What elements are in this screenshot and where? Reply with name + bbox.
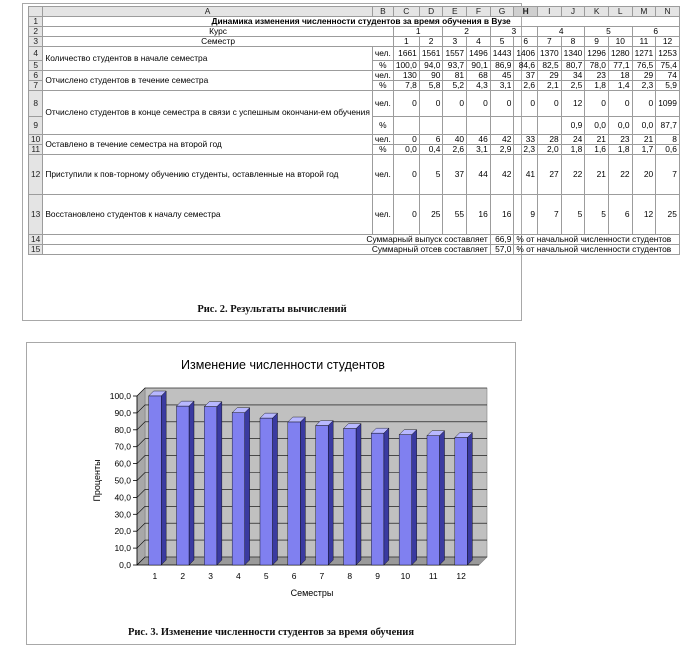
row-label: Оставлено в течение семестра на второй год: [43, 135, 373, 155]
column-header[interactable]: J: [561, 7, 585, 17]
row-number[interactable]: 4: [29, 47, 43, 61]
y-tick-label: 60,0: [114, 458, 131, 469]
value-cell[interactable]: 12: [632, 195, 656, 235]
figure-3-caption: Рис. 3. Изменение численности студентов за время обучения: [127, 627, 415, 638]
value-cell[interactable]: 21: [585, 155, 609, 195]
y-tick-label: 70,0: [114, 441, 131, 452]
x-tick-label: 4: [236, 571, 241, 581]
course-cell: 6: [632, 27, 679, 37]
value-cell[interactable]: 0: [393, 135, 419, 145]
unit-cell: %: [372, 61, 393, 71]
bar-side: [384, 428, 389, 565]
value-cell[interactable]: 74: [656, 71, 680, 81]
chart-title: Изменение численности студентов: [181, 358, 385, 372]
percent-cell[interactable]: 1,4: [608, 81, 632, 91]
row-number[interactable]: 7: [29, 81, 43, 91]
y-tick-label: 100,0: [109, 391, 131, 401]
value-cell[interactable]: 6: [419, 135, 443, 145]
value-cell[interactable]: 1296: [585, 47, 609, 61]
value-cell[interactable]: 37: [443, 155, 467, 195]
semester-cell: 3: [443, 37, 467, 47]
column-header[interactable]: L: [608, 7, 632, 17]
unit-cell: чел.: [372, 135, 393, 145]
y-tick-label: 10,0: [114, 543, 131, 554]
value-cell[interactable]: 22: [561, 155, 585, 195]
semester-cell: 12: [656, 37, 680, 47]
value-cell[interactable]: 0: [490, 91, 514, 117]
percent-cell[interactable]: 76,5: [632, 61, 656, 71]
percent-cell[interactable]: [538, 117, 562, 135]
row-number[interactable]: 14: [29, 235, 43, 245]
value-cell[interactable]: 0: [514, 91, 538, 117]
percent-cell[interactable]: 78,0: [585, 61, 609, 71]
value-cell[interactable]: 42: [490, 155, 514, 195]
semester-cell: 11: [632, 37, 656, 47]
percent-cell[interactable]: 94,0: [419, 61, 443, 71]
value-cell[interactable]: 23: [608, 135, 632, 145]
percent-cell[interactable]: 2,5: [561, 81, 585, 91]
bar: [455, 438, 468, 565]
value-cell[interactable]: 40: [443, 135, 467, 145]
semester-cell: 4: [467, 37, 491, 47]
value-cell[interactable]: 1406: [514, 47, 538, 61]
row-number[interactable]: 11: [29, 145, 43, 155]
value-cell[interactable]: 0: [419, 91, 443, 117]
value-cell[interactable]: 42: [490, 135, 514, 145]
column-header[interactable]: M: [632, 7, 656, 17]
bar: [204, 407, 217, 565]
value-cell[interactable]: 24: [561, 135, 585, 145]
percent-cell[interactable]: 3,1: [467, 145, 491, 155]
value-cell[interactable]: 1496: [467, 47, 491, 61]
value-cell[interactable]: 0: [393, 195, 419, 235]
percent-cell[interactable]: [443, 117, 467, 135]
value-cell[interactable]: 45: [490, 71, 514, 81]
row-label: Приступили к пов-торному обучению студенты, оставленные на второй год: [43, 155, 373, 195]
percent-cell[interactable]: 87,7: [656, 117, 680, 135]
x-tick-label: 6: [291, 571, 297, 581]
value-cell[interactable]: 0: [467, 91, 491, 117]
unit-cell: чел.: [372, 91, 393, 117]
y-tick-label: 40,0: [114, 492, 131, 503]
x-tick-label: 12: [456, 571, 466, 581]
value-cell[interactable]: 0: [632, 91, 656, 117]
value-cell[interactable]: 8: [656, 135, 680, 145]
bar: [232, 413, 245, 565]
value-cell[interactable]: 1340: [561, 47, 585, 61]
value-cell[interactable]: 0: [393, 91, 419, 117]
x-tick-label: 11: [428, 571, 438, 581]
bar: [343, 429, 356, 565]
value-cell[interactable]: 0: [443, 91, 467, 117]
column-header[interactable]: I: [538, 7, 562, 17]
bar: [316, 426, 329, 565]
percent-cell[interactable]: 2,3: [514, 145, 538, 155]
percent-cell[interactable]: 0,4: [419, 145, 443, 155]
row-number[interactable]: 8: [29, 91, 43, 117]
value-cell[interactable]: 90: [419, 71, 443, 81]
x-tick-label: 3: [208, 571, 213, 581]
column-header[interactable]: E: [443, 7, 467, 17]
x-tick-label: 7: [319, 571, 325, 581]
value-cell[interactable]: 1443: [490, 47, 514, 61]
value-cell[interactable]: 55: [443, 195, 467, 235]
percent-cell[interactable]: 1,8: [561, 145, 585, 155]
y-tick-label: 30,0: [114, 509, 131, 520]
value-cell[interactable]: 18: [608, 71, 632, 81]
course-cell: 5: [585, 27, 632, 37]
value-cell[interactable]: 0: [608, 91, 632, 117]
percent-cell[interactable]: 1,8: [608, 145, 632, 155]
semester-cell: 6: [514, 37, 538, 47]
percent-cell[interactable]: [419, 117, 443, 135]
row-label: Отчислено студентов в течение семестра: [43, 71, 373, 91]
value-cell[interactable]: 1271: [632, 47, 656, 61]
percent-cell[interactable]: [467, 117, 491, 135]
column-header[interactable]: B: [372, 7, 393, 17]
value-cell[interactable]: 27: [538, 155, 562, 195]
percent-cell[interactable]: 1,8: [585, 81, 609, 91]
x-tick-label: 5: [263, 571, 269, 581]
value-cell[interactable]: 28: [538, 135, 562, 145]
bar: [288, 422, 301, 565]
unit-cell: чел.: [372, 47, 393, 61]
value-cell[interactable]: 46: [467, 135, 491, 145]
percent-cell[interactable]: 2,0: [538, 145, 562, 155]
unit-cell: %: [372, 145, 393, 155]
corner-cell: [29, 7, 43, 17]
percent-cell[interactable]: 0,6: [656, 145, 680, 155]
value-cell[interactable]: 5: [561, 195, 585, 235]
value-cell[interactable]: 12: [561, 91, 585, 117]
unit-cell: чел.: [372, 155, 393, 195]
value-cell[interactable]: 1280: [608, 47, 632, 61]
percent-cell[interactable]: 0,0: [585, 117, 609, 135]
x-tick-label: 10: [400, 571, 411, 581]
value-cell[interactable]: 1557: [443, 47, 467, 61]
bar: [427, 436, 440, 565]
percent-cell[interactable]: 90,1: [467, 61, 491, 71]
value-cell[interactable]: 81: [443, 71, 467, 81]
column-header[interactable]: K: [585, 7, 609, 17]
row-number[interactable]: 12: [29, 155, 43, 195]
bar-side: [300, 417, 305, 565]
value-cell[interactable]: 44: [467, 155, 491, 195]
bar-side: [189, 401, 194, 565]
percent-cell[interactable]: 0,0: [393, 145, 419, 155]
summary-text: Суммарный отсев составляет: [43, 245, 490, 255]
percent-cell[interactable]: [514, 117, 538, 135]
value-cell[interactable]: 41: [514, 155, 538, 195]
row-label: Количество студентов в начале семестра: [43, 47, 373, 71]
value-cell[interactable]: 29: [538, 71, 562, 81]
percent-cell[interactable]: 4,3: [467, 81, 491, 91]
percent-cell[interactable]: 82,5: [538, 61, 562, 71]
percent-cell[interactable]: 86,9: [490, 61, 514, 71]
column-header[interactable]: C: [393, 7, 419, 17]
y-tick-label: 20,0: [114, 526, 131, 537]
semester-cell: 10: [608, 37, 632, 47]
unit-cell: %: [372, 81, 393, 91]
summary-value[interactable]: 57,0: [490, 245, 514, 255]
bar: [149, 396, 162, 565]
percent-cell[interactable]: 2,3: [632, 81, 656, 91]
summary-value[interactable]: 66,9: [490, 235, 514, 245]
bar-side: [440, 431, 445, 565]
bar-side: [217, 402, 222, 565]
value-cell[interactable]: 1561: [419, 47, 443, 61]
value-cell[interactable]: 16: [490, 195, 514, 235]
percent-cell[interactable]: 2,1: [538, 81, 562, 91]
course-cell: 3: [490, 27, 537, 37]
value-cell[interactable]: 37: [514, 71, 538, 81]
value-cell[interactable]: 7: [538, 195, 562, 235]
bar-side: [161, 391, 166, 565]
unit-cell: чел.: [372, 71, 393, 81]
bar: [176, 406, 189, 565]
value-cell[interactable]: 25: [419, 195, 443, 235]
percent-cell[interactable]: 84,6: [514, 61, 538, 71]
semester-cell: 1: [393, 37, 419, 47]
bar-chart: [27, 343, 515, 623]
semester-cell: 2: [419, 37, 443, 47]
summary-suffix: % от начальной численности студентов: [514, 235, 679, 245]
percent-cell[interactable]: 2,6: [514, 81, 538, 91]
percent-cell[interactable]: 5,9: [656, 81, 680, 91]
column-header[interactable]: A: [43, 7, 373, 17]
value-cell[interactable]: 6: [608, 195, 632, 235]
value-cell[interactable]: 21: [585, 135, 609, 145]
bar-side: [467, 433, 472, 565]
x-tick-label: 8: [347, 571, 353, 581]
percent-cell[interactable]: 7,8: [393, 81, 419, 91]
row-number[interactable]: 6: [29, 71, 43, 81]
column-header[interactable]: N: [656, 7, 680, 17]
percent-cell[interactable]: 75,4: [656, 61, 680, 71]
percent-cell[interactable]: 1,7: [632, 145, 656, 155]
course-cell: 1: [393, 27, 443, 37]
value-cell[interactable]: 0: [585, 91, 609, 117]
row-number[interactable]: 13: [29, 195, 43, 235]
spreadsheet-table: [28, 6, 680, 255]
x-tick-label: 1: [152, 571, 158, 581]
figure-2-caption: Рис. 2. Результаты вычислений: [197, 304, 347, 315]
percent-cell[interactable]: 1,6: [585, 145, 609, 155]
row-number[interactable]: 1: [29, 17, 43, 27]
percent-cell[interactable]: 3,1: [490, 81, 514, 91]
row-label: Отчислено студентов в конце семестра в связи с успешным окончани-ем обучения: [43, 91, 373, 135]
semester-cell: 9: [585, 37, 609, 47]
semester-cell: 5: [490, 37, 514, 47]
x-tick-label: 9: [375, 571, 380, 581]
course-cell: 2: [443, 27, 490, 37]
value-cell[interactable]: 130: [393, 71, 419, 81]
percent-cell[interactable]: 77,1: [608, 61, 632, 71]
y-axis-title: Проценты: [92, 459, 102, 502]
semester-cell: 7: [538, 37, 562, 47]
percent-cell[interactable]: 0,0: [608, 117, 632, 135]
value-cell[interactable]: 1661: [393, 47, 419, 61]
value-cell[interactable]: 0: [538, 91, 562, 117]
course-cell: 4: [538, 27, 585, 37]
value-cell[interactable]: 20: [632, 155, 656, 195]
sheet-title: Динамика изменения численности студентов за время обучения в Вузе: [43, 17, 680, 27]
column-header[interactable]: H: [514, 7, 538, 17]
bar-side: [328, 421, 333, 565]
summary-suffix: % от начальной численности студентов: [514, 245, 679, 255]
value-cell[interactable]: 34: [561, 71, 585, 81]
percent-cell[interactable]: 5,8: [419, 81, 443, 91]
column-header[interactable]: D: [419, 7, 443, 17]
percent-cell[interactable]: 0,0: [632, 117, 656, 135]
chart-figure: [26, 342, 516, 645]
row-number[interactable]: 9: [29, 117, 43, 135]
semester-cell: 8: [561, 37, 585, 47]
percent-cell[interactable]: 0,9: [561, 117, 585, 135]
value-cell[interactable]: 7: [656, 155, 680, 195]
row-label: Восстановлено студентов к началу семестра: [43, 195, 373, 235]
percent-cell[interactable]: 2,9: [490, 145, 514, 155]
value-cell[interactable]: 23: [585, 71, 609, 81]
value-cell[interactable]: 29: [632, 71, 656, 81]
percent-cell[interactable]: 80,7: [561, 61, 585, 71]
x-axis-title: Семестры: [290, 588, 334, 598]
row-number[interactable]: 10: [29, 135, 43, 145]
percent-cell[interactable]: 2,6: [443, 145, 467, 155]
value-cell[interactable]: 25: [656, 195, 680, 235]
summary-text: Суммарный выпуск составляет: [43, 235, 490, 245]
row-number[interactable]: 2: [29, 27, 43, 37]
value-cell[interactable]: 21: [632, 135, 656, 145]
percent-cell[interactable]: 100,0: [393, 61, 419, 71]
value-cell[interactable]: 5: [419, 155, 443, 195]
percent-cell[interactable]: 93,7: [443, 61, 467, 71]
value-cell[interactable]: 5: [585, 195, 609, 235]
value-cell[interactable]: 0: [393, 155, 419, 195]
bar-side: [412, 430, 417, 565]
value-cell[interactable]: 1099: [656, 91, 680, 117]
y-tick-label: 50,0: [114, 475, 131, 486]
value-cell[interactable]: 1253: [656, 47, 680, 61]
results-figure: [22, 3, 677, 321]
bar: [399, 435, 412, 565]
y-tick-label: 90,0: [114, 407, 131, 418]
percent-cell[interactable]: [393, 117, 419, 135]
bar-side: [245, 408, 250, 565]
value-cell[interactable]: 1370: [538, 47, 562, 61]
value-cell[interactable]: 16: [467, 195, 491, 235]
value-cell[interactable]: 68: [467, 71, 491, 81]
bar-side: [273, 413, 278, 565]
x-tick-label: 2: [180, 571, 186, 581]
row-number[interactable]: 3: [29, 37, 43, 47]
y-tick-label: 0,0: [119, 560, 131, 570]
value-cell[interactable]: 33: [514, 135, 538, 145]
row-number[interactable]: 15: [29, 245, 43, 255]
course-label: Курс: [43, 27, 394, 37]
value-cell[interactable]: 9: [514, 195, 538, 235]
unit-cell: чел.: [372, 195, 393, 235]
percent-cell[interactable]: [490, 117, 514, 135]
column-header[interactable]: G: [490, 7, 514, 17]
semester-label: Семестр: [43, 37, 394, 47]
value-cell[interactable]: 22: [608, 155, 632, 195]
unit-cell: %: [372, 117, 393, 135]
bar: [371, 433, 384, 565]
percent-cell[interactable]: 5,2: [443, 81, 467, 91]
row-number[interactable]: 5: [29, 61, 43, 71]
bar-side: [356, 424, 361, 565]
bar: [260, 418, 273, 565]
y-tick-label: 80,0: [114, 424, 131, 435]
column-header[interactable]: F: [467, 7, 491, 17]
